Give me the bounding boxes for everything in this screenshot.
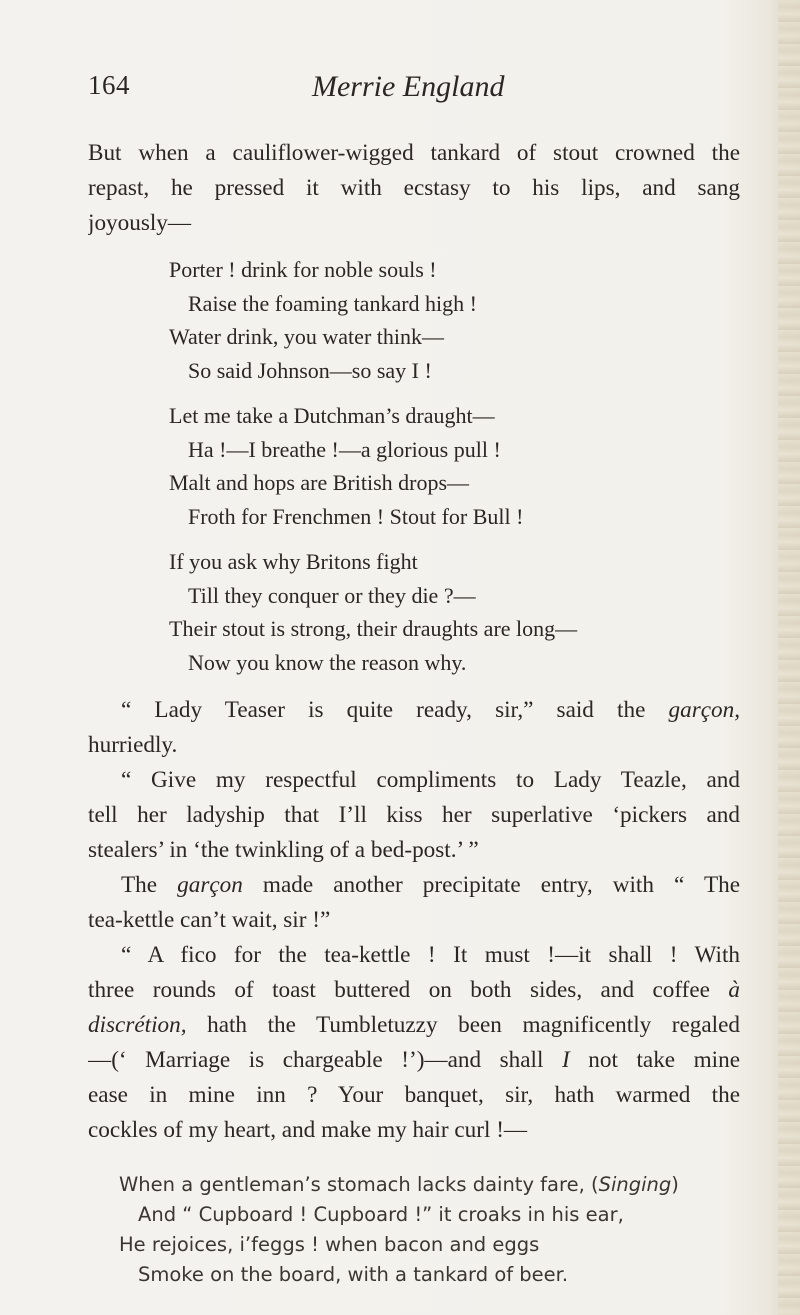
verse-line: Their stout is strong, their draughts are long— <box>169 616 578 641</box>
song-verse <box>88 1170 740 1290</box>
song-line: Smoke on the board, with a tankard of beer. <box>138 1263 569 1286</box>
verse-line: Till they conquer or they die ?— <box>188 582 476 608</box>
text-line: repast, he pressed it with ecstasy to his lips, and sang <box>88 175 740 201</box>
verse-stanza <box>88 399 740 533</box>
song-line: And “ Cupboard ! Cupboard !” it croaks in his ear, <box>138 1203 624 1226</box>
verse-stanza <box>88 253 740 387</box>
text-line: But when a cauliflower-wigged tankard of stout crowned the <box>88 140 740 166</box>
verse-line: So said Johnson—so say I ! <box>188 357 432 383</box>
verse-line: Water drink, you water think— <box>169 324 444 349</box>
text-line: joyously— <box>88 210 192 236</box>
text-line: cockles of my heart, and make my hair curl !— <box>88 1117 528 1143</box>
verse-line: Froth for Frenchmen ! Stout for Bull ! <box>188 503 524 529</box>
song-line: When a gentleman’s stomach lacks dainty fare, (Singing) <box>119 1173 679 1196</box>
verse-line: Let me take a Dutchman’s draught— <box>169 403 495 428</box>
verse-stanza <box>88 545 740 679</box>
verse-line: Now you know the reason why. <box>188 649 467 675</box>
song-line: He rejoices, i’feggs ! when bacon and eggs <box>119 1233 540 1256</box>
text-line: “ A fico for the tea-kettle ! It must !—it shall ! With <box>121 942 740 968</box>
text-line: stealers’ in ‘the twinkling of a bed-post.’ ” <box>88 837 479 863</box>
text-line: The garçon made another precipitate entry, with “ The <box>121 872 740 898</box>
text-line: discrétion, hath the Tumbletuzzy been magnificently regaled <box>88 1012 740 1038</box>
text-line: hurriedly. <box>88 732 178 758</box>
verse-line: Ha !—I breathe !—a glorious pull ! <box>188 436 501 462</box>
verse-line: Porter ! drink for noble souls ! <box>169 257 437 282</box>
page-edge-shadow <box>778 0 800 1315</box>
page-body <box>88 136 740 1290</box>
text-line: tell her ladyship that I’ll kiss her superlative ‘pickers and <box>88 802 740 828</box>
page-number: 164 <box>88 70 130 100</box>
verse-line: Raise the foaming tankard high ! <box>188 290 477 316</box>
text-line: “ Give my respectful compliments to Lady Teazle, and <box>121 767 740 793</box>
text-line: ease in mine inn ? Your banquet, sir, hath warmed the <box>88 1082 740 1108</box>
text-line: tea-kettle can’t wait, sir !” <box>88 907 331 933</box>
prose-section <box>88 693 740 1148</box>
verse-line: If you ask why Britons fight <box>169 549 418 574</box>
running-title: Merrie England <box>312 70 505 103</box>
text-line: three rounds of toast buttered on both sides, and coffee à <box>88 977 740 1003</box>
text-line: “ Lady Teaser is quite ready, sir,” said the garçon, <box>121 697 740 723</box>
text-line: —(‘ Marriage is chargeable !’)—and shall I not take mine <box>88 1047 740 1073</box>
page-header <box>88 70 738 114</box>
verse-line: Malt and hops are British drops— <box>169 470 470 495</box>
